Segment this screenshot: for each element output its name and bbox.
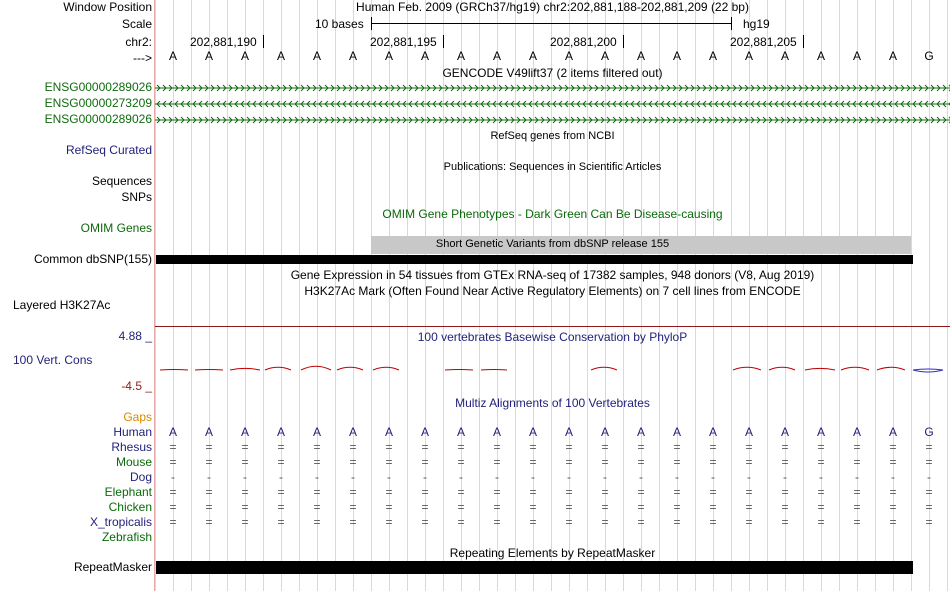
elephant-align-char: = <box>925 485 933 499</box>
rhesus-align-char: = <box>421 440 429 454</box>
dog-align-char: - <box>567 470 571 484</box>
species-dog-label[interactable]: Dog <box>129 470 152 484</box>
ruler-tick-4 <box>803 35 804 48</box>
chicken-align-char: = <box>277 500 285 514</box>
ruler-tick-label-2: 202,881,195 <box>370 35 437 49</box>
xtrop-align-char: = <box>205 515 213 529</box>
mouse-align-char: = <box>421 455 429 469</box>
elephant-align-char: = <box>205 485 213 499</box>
base-letter: A <box>456 49 465 63</box>
chicken-align-char: = <box>421 500 429 514</box>
rhesus-align-char: = <box>493 440 501 454</box>
window-position-text: Human Feb. 2009 (GRCh37/hg19) chr2:202,881,188-202,881,209 (22 bp) <box>356 0 749 14</box>
xtrop-align-char: = <box>781 515 789 529</box>
mouse-align-char: = <box>673 455 681 469</box>
phylop-mark <box>591 367 617 370</box>
base-letter: G <box>924 49 934 63</box>
refseq-track-title: RefSeq genes from NCBI <box>490 130 615 142</box>
human-base: A <box>168 425 177 439</box>
dog-align-char: - <box>891 470 895 484</box>
species-elephant-label[interactable]: Elephant <box>104 485 152 499</box>
publications-track-title: Publications: Sequences in Scientific Articles <box>443 161 662 173</box>
xtrop-align-char: = <box>601 515 609 529</box>
ruler-tick-3 <box>623 35 624 48</box>
dog-align-char: - <box>387 470 391 484</box>
chicken-align-char: = <box>493 500 501 514</box>
chicken-align-char: = <box>709 500 717 514</box>
rhesus-align-char: = <box>673 440 681 454</box>
human-base: A <box>708 425 717 439</box>
species-zebrafish-label[interactable]: Zebrafish <box>101 530 152 544</box>
human-base: A <box>816 425 825 439</box>
ruler-tick-1 <box>263 35 264 48</box>
xtrop-align-char: = <box>529 515 537 529</box>
mouse-align-char: = <box>457 455 465 469</box>
phylop-mark <box>481 370 507 371</box>
mouse-align-char: = <box>565 455 573 469</box>
elephant-align-char: = <box>529 485 537 499</box>
rhesus-align-char: = <box>889 440 897 454</box>
phylop-mark <box>160 370 188 371</box>
omim-genes-label[interactable]: OMIM Genes <box>80 221 152 235</box>
gtex-track-title: Gene Expression in 54 tissues from GTEx RNA-seq of 17382 samples, 948 donors (V8, Aug 2019) <box>290 268 815 282</box>
gene-label-2[interactable]: ENSG00000273209 <box>44 96 152 110</box>
repeatmasker-track-title: Repeating Elements by RepeatMasker <box>449 546 656 560</box>
chicken-align-char: = <box>781 500 789 514</box>
xtrop-align-char: = <box>745 515 753 529</box>
h3k27ac-track-title: H3K27Ac Mark (Often Found Near Active Regulatory Elements) on 7 cell lines from ENCODE <box>304 284 801 298</box>
base-letter: A <box>204 49 213 63</box>
scale-bar-text: 10 bases <box>315 17 364 31</box>
phylop-wiggle[interactable] <box>155 362 950 380</box>
mouse-align-char: = <box>601 455 609 469</box>
dog-align-char: - <box>495 470 499 484</box>
xtrop-align-char: = <box>493 515 501 529</box>
dog-align-char: - <box>243 470 247 484</box>
mouse-align-char: = <box>385 455 393 469</box>
base-letter: A <box>240 49 249 63</box>
human-base: A <box>564 425 573 439</box>
elephant-align-char: = <box>817 485 825 499</box>
rhesus-align-char: = <box>529 440 537 454</box>
dog-align-char: - <box>207 470 211 484</box>
scale-bar-line <box>371 23 731 24</box>
track-label-column <box>0 0 154 591</box>
rhesus-align-char: = <box>385 440 393 454</box>
species-human-label[interactable]: Human <box>113 425 152 439</box>
ruler-tick-label-1: 202,881,190 <box>190 35 257 49</box>
base-letter: A <box>168 49 177 63</box>
phylop-mark <box>230 368 260 370</box>
chicken-align-char: = <box>205 500 213 514</box>
rhesus-align-char: = <box>241 440 249 454</box>
rhesus-align-char: = <box>205 440 213 454</box>
elephant-align-char: = <box>385 485 393 499</box>
base-letter: A <box>528 49 537 63</box>
human-base: A <box>600 425 609 439</box>
base-letter: A <box>816 49 825 63</box>
scale-bar-end <box>731 17 732 30</box>
dog-align-char: - <box>423 470 427 484</box>
phylop-mark <box>265 367 291 370</box>
gaps-label[interactable]: Gaps <box>123 410 152 424</box>
elephant-align-char: = <box>565 485 573 499</box>
mouse-align-char: = <box>169 455 177 469</box>
phylop-mark <box>805 368 835 370</box>
mouse-align-char: = <box>853 455 861 469</box>
elephant-align-char: = <box>241 485 249 499</box>
dog-align-char: - <box>711 470 715 484</box>
h3k27ac-baseline <box>155 326 950 327</box>
mouse-align-char: = <box>781 455 789 469</box>
human-base: A <box>420 425 429 439</box>
rhesus-align-char: = <box>781 440 789 454</box>
mouse-align-char: = <box>709 455 717 469</box>
base-letter: A <box>888 49 897 63</box>
mouse-align-char: = <box>817 455 825 469</box>
elephant-align-char: = <box>493 485 501 499</box>
phylop-mark <box>301 366 331 370</box>
human-base: G <box>924 425 934 439</box>
dog-align-char: - <box>927 470 931 484</box>
rhesus-align-char: = <box>637 440 645 454</box>
dog-align-char: - <box>783 470 787 484</box>
chicken-align-char: = <box>313 500 321 514</box>
phylop-mark <box>841 367 869 370</box>
elephant-align-char: = <box>601 485 609 499</box>
xtrop-align-char: = <box>457 515 465 529</box>
xtrop-align-char: = <box>565 515 573 529</box>
base-letter: A <box>312 49 321 63</box>
human-base: A <box>204 425 213 439</box>
common-dbsnp-label[interactable]: Common dbSNP(155) <box>33 252 152 266</box>
xtrop-align-char: = <box>925 515 933 529</box>
xtrop-align-char: = <box>313 515 321 529</box>
layered-h3k27ac-label[interactable]: Layered H3K27Ac <box>13 298 111 312</box>
xtrop-align-char: = <box>817 515 825 529</box>
human-base: A <box>312 425 321 439</box>
base-letter: A <box>600 49 609 63</box>
phylop-mark <box>195 370 223 371</box>
vert-cons-label[interactable]: 100 Vert. Cons <box>13 353 93 367</box>
scale-label: Scale <box>121 17 152 31</box>
xtrop-align-char: = <box>385 515 393 529</box>
chicken-align-char: = <box>169 500 177 514</box>
dog-align-char: - <box>459 470 463 484</box>
human-base: A <box>780 425 789 439</box>
base-letter: A <box>276 49 285 63</box>
dog-align-char: - <box>315 470 319 484</box>
common-dbsnp-bar[interactable] <box>156 255 913 264</box>
mouse-align-char: = <box>313 455 321 469</box>
xtrop-align-char: = <box>709 515 717 529</box>
base-letter: A <box>708 49 717 63</box>
chicken-align-char: = <box>673 500 681 514</box>
chicken-align-char: = <box>925 500 933 514</box>
xtrop-align-char: = <box>241 515 249 529</box>
phylop-mark <box>877 367 905 370</box>
xtrop-align-char: = <box>349 515 357 529</box>
chicken-align-char: = <box>853 500 861 514</box>
chicken-align-char: = <box>601 500 609 514</box>
mouse-align-char: = <box>241 455 249 469</box>
rhesus-align-char: = <box>169 440 177 454</box>
elephant-align-char: = <box>853 485 861 499</box>
rhesus-align-char: = <box>853 440 861 454</box>
elephant-align-char: = <box>349 485 357 499</box>
human-base: A <box>672 425 681 439</box>
multiz-track-title: Multiz Alignments of 100 Vertebrates <box>455 396 650 410</box>
xtrop-align-char: = <box>853 515 861 529</box>
human-base: A <box>456 425 465 439</box>
dog-align-char: - <box>351 470 355 484</box>
elephant-align-char: = <box>781 485 789 499</box>
rhesus-align-char: = <box>565 440 573 454</box>
gencode-gene-glyphs[interactable] <box>155 80 950 128</box>
mouse-align-char: = <box>493 455 501 469</box>
sequences-label[interactable]: Sequences <box>91 174 152 188</box>
base-letter: A <box>744 49 753 63</box>
chicken-align-char: = <box>349 500 357 514</box>
phylop-max-label: 4.88 _ <box>118 329 152 343</box>
rhesus-align-char: = <box>601 440 609 454</box>
phylop-mark <box>445 370 473 371</box>
dog-align-char: - <box>171 470 175 484</box>
base-letter: A <box>672 49 681 63</box>
snps-label[interactable]: SNPs <box>121 190 152 204</box>
mouse-align-char: = <box>889 455 897 469</box>
human-base: A <box>276 425 285 439</box>
gene-label-1[interactable]: ENSG00000289026 <box>44 80 152 94</box>
mouse-align-char: = <box>745 455 753 469</box>
chicken-align-char: = <box>457 500 465 514</box>
base-letter: A <box>348 49 357 63</box>
human-base: A <box>528 425 537 439</box>
phylop-mark <box>337 367 363 370</box>
ruler-tick-label-3: 202,881,200 <box>550 35 617 49</box>
human-base: A <box>384 425 393 439</box>
rhesus-align-char: = <box>457 440 465 454</box>
elephant-align-char: = <box>745 485 753 499</box>
human-base: A <box>636 425 645 439</box>
elephant-align-char: = <box>457 485 465 499</box>
chicken-align-char: = <box>241 500 249 514</box>
elephant-align-char: = <box>421 485 429 499</box>
phylop-track-title: 100 vertebrates Basewise Conservation by PhyloP <box>417 330 688 344</box>
chicken-align-char: = <box>565 500 573 514</box>
elephant-align-char: = <box>277 485 285 499</box>
elephant-align-char: = <box>169 485 177 499</box>
species-rhesus-label[interactable]: Rhesus <box>111 440 152 454</box>
base-letter: A <box>420 49 429 63</box>
base-letter: A <box>384 49 393 63</box>
dog-align-char: - <box>279 470 283 484</box>
chrom-label: chr2: <box>125 35 152 49</box>
human-base: A <box>852 425 861 439</box>
human-base: A <box>888 425 897 439</box>
xtrop-align-char: = <box>277 515 285 529</box>
base-letter: A <box>564 49 573 63</box>
xtrop-align-char: = <box>421 515 429 529</box>
species-xtropicalis-label[interactable]: X_tropicalis <box>89 515 152 529</box>
ruler-tick-label-4: 202,881,205 <box>730 35 797 49</box>
xtrop-align-char: = <box>169 515 177 529</box>
base-letter: A <box>852 49 861 63</box>
mouse-align-char: = <box>637 455 645 469</box>
rhesus-align-char: = <box>745 440 753 454</box>
rhesus-align-char: = <box>709 440 717 454</box>
ruler-tick-2 <box>443 35 444 48</box>
human-base: A <box>348 425 357 439</box>
base-letter: A <box>636 49 645 63</box>
track-data-area[interactable] <box>155 0 950 591</box>
chicken-align-char: = <box>889 500 897 514</box>
elephant-align-char: = <box>889 485 897 499</box>
rhesus-align-char: = <box>817 440 825 454</box>
dog-align-char: - <box>675 470 679 484</box>
assembly-text: hg19 <box>743 17 770 31</box>
mouse-align-char: = <box>205 455 213 469</box>
base-letter: A <box>492 49 501 63</box>
species-chicken-label[interactable]: Chicken <box>108 500 152 514</box>
rhesus-align-char: = <box>349 440 357 454</box>
rhesus-align-char: = <box>277 440 285 454</box>
human-base: A <box>744 425 753 439</box>
elephant-align-char: = <box>637 485 645 499</box>
dog-align-char: - <box>819 470 823 484</box>
elephant-align-char: = <box>313 485 321 499</box>
dog-align-char: - <box>531 470 535 484</box>
xtrop-align-char: = <box>889 515 897 529</box>
phylop-mark <box>769 367 795 370</box>
dog-align-char: - <box>639 470 643 484</box>
gene-label-3[interactable]: ENSG00000289026 <box>44 112 152 126</box>
chicken-align-char: = <box>529 500 537 514</box>
rhesus-align-char: = <box>313 440 321 454</box>
xtrop-align-char: = <box>673 515 681 529</box>
human-base: A <box>492 425 501 439</box>
mouse-align-char: = <box>349 455 357 469</box>
refseq-curated-label[interactable]: RefSeq Curated <box>65 143 152 157</box>
elephant-align-char: = <box>709 485 717 499</box>
mouse-align-char: = <box>925 455 933 469</box>
elephant-align-char: = <box>673 485 681 499</box>
base-letter: A <box>780 49 789 63</box>
window-position-label: Window Position <box>63 0 152 14</box>
chicken-align-char: = <box>385 500 393 514</box>
chicken-align-char: = <box>745 500 753 514</box>
dbsnp-track-title: Short Genetic Variants from dbSNP release 155 <box>435 238 670 250</box>
phylop-min-label: -4.5 _ <box>121 379 152 393</box>
strand-arrow-label: ---> <box>133 51 152 65</box>
dog-align-char: - <box>855 470 859 484</box>
xtrop-align-char: = <box>637 515 645 529</box>
dog-align-char: - <box>603 470 607 484</box>
chicken-align-char: = <box>817 500 825 514</box>
species-mouse-label[interactable]: Mouse <box>115 455 152 469</box>
repeatmasker-bar[interactable] <box>156 561 913 574</box>
mouse-align-char: = <box>529 455 537 469</box>
phylop-mark <box>913 369 943 372</box>
dog-align-char: - <box>747 470 751 484</box>
human-base: A <box>240 425 249 439</box>
rhesus-align-char: = <box>925 440 933 454</box>
gencode-track-title: GENCODE V49lift37 (2 items filtered out) <box>442 66 663 80</box>
repeatmasker-label[interactable]: RepeatMasker <box>73 560 152 574</box>
chicken-align-char: = <box>637 500 645 514</box>
mouse-align-char: = <box>277 455 285 469</box>
omim-track-title: OMIM Gene Phenotypes - Dark Green Can Be Disease-causing <box>382 207 723 221</box>
phylop-mark <box>373 367 399 370</box>
phylop-mark <box>733 367 761 370</box>
